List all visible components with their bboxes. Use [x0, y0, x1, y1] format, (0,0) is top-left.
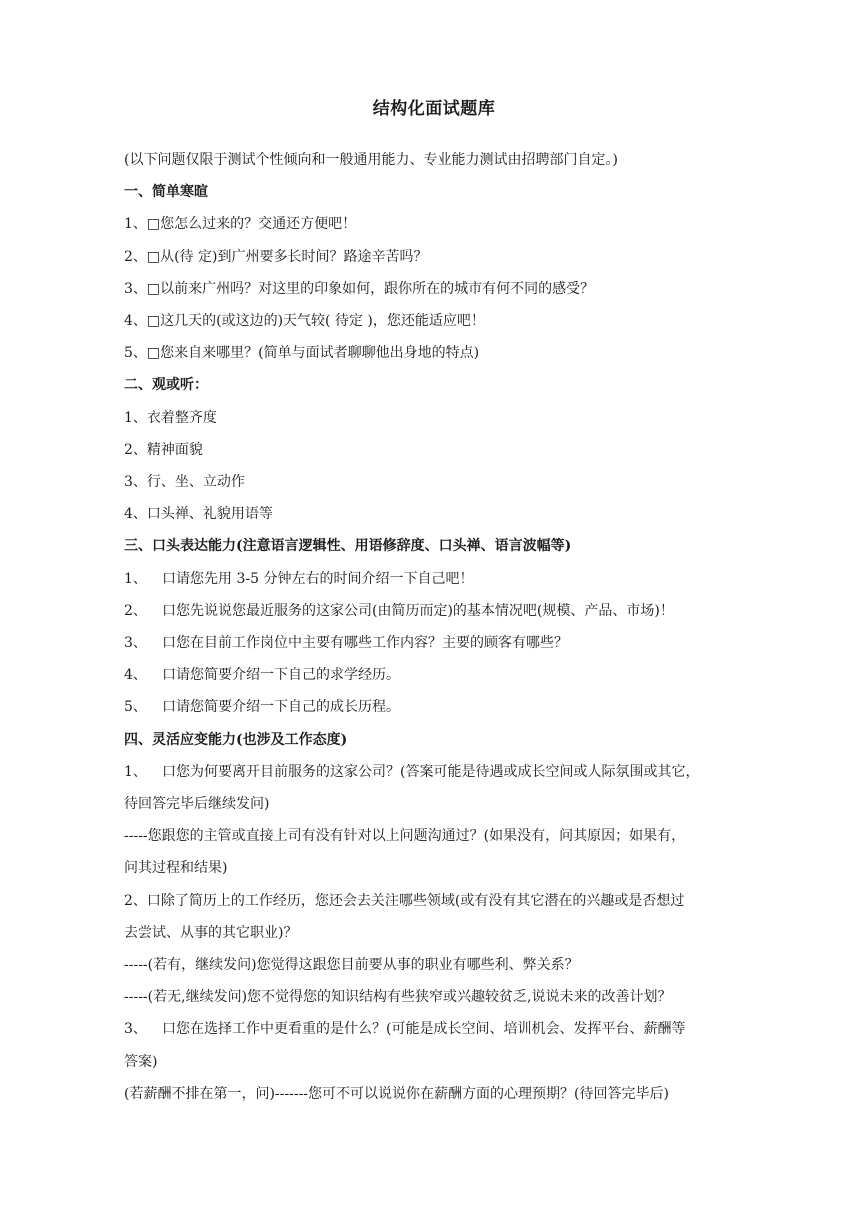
section-heading	[124, 375, 764, 395]
text-line	[124, 408, 764, 428]
text-line	[124, 665, 764, 685]
line-text: 2、口除了简历上的工作经历，您还会去关注哪些领域(或有没有其它潜在的兴趣或是否想过	[124, 892, 685, 909]
section-heading	[124, 536, 764, 556]
section-heading	[124, 730, 764, 750]
line-text: 二、观或听：	[124, 377, 208, 394]
text-line	[124, 1019, 764, 1039]
text-line	[124, 601, 764, 621]
line-text: 2、精神面貌	[124, 441, 203, 458]
item-number: 1、	[124, 570, 147, 587]
line-text: 三、口头表达能力(注意语言逻辑性、用语修辞度、口头禅、语言波幅等)	[124, 538, 572, 555]
text-line	[124, 440, 764, 460]
item-number: 1、	[124, 763, 147, 780]
text-line	[124, 504, 764, 524]
page-title: 结构化面试题库	[372, 99, 496, 119]
line-text: 口请您先用 3-5 分钟左右的时间介绍一下自己吧！	[162, 570, 474, 587]
line-text: (若薪酬不排在第一，问)-------您可不可以说说你在薪酬方面的心理预期？(待回答完毕后)	[124, 1085, 669, 1102]
text-line	[124, 343, 764, 363]
line-text: 待回答完毕后继续发问)	[124, 796, 270, 812]
section-heading	[124, 182, 764, 202]
line-text: -----您跟您的主管或直接上司有没有针对以上问题沟通过？(如果没有，问其原因；如果有，	[124, 828, 686, 845]
line-text: 口您先说说您最近服务的这家公司(由简历而定)的基本情况吧(规模、产品、市场)！	[162, 602, 674, 619]
text-line	[124, 311, 764, 331]
text-line	[124, 826, 764, 846]
line-text: (以下问题仅限于测试个性倾向和一般通用能力、专业能力测试由招聘部门自定。)	[124, 152, 618, 168]
line-text: 答案)	[124, 1053, 158, 1070]
text-line	[124, 923, 764, 943]
line-text: 去尝试、从事的其它职业)？	[124, 924, 298, 941]
line-text: 1、衣着整齐度	[124, 409, 217, 426]
line-text: 2、□从(待 定)到广州要多长时间？路途辛苦吗？	[124, 248, 428, 265]
text-line	[124, 150, 764, 170]
text-line	[124, 858, 764, 878]
line-text: 5、□您来自来哪里？(简单与面试者聊聊他出身地的特点)	[124, 345, 480, 362]
line-text: 问其过程和结果)	[124, 860, 228, 877]
item-number: 3、	[124, 1021, 147, 1038]
line-text: 口请您简要介绍一下自己的求学经历。	[162, 667, 400, 684]
line-text: 3、□以前来广州吗？对这里的印象如何，跟你所在的城市有何不同的感受？	[124, 280, 595, 297]
item-number: 5、	[124, 699, 147, 716]
line-text: 口请您简要介绍一下自己的成长历程。	[162, 699, 400, 716]
text-line	[124, 247, 764, 267]
item-number: 2、	[124, 602, 147, 619]
text-line	[124, 987, 764, 1007]
text-line	[124, 279, 764, 299]
text-line	[124, 1084, 764, 1104]
text-line	[124, 762, 764, 782]
line-text: 3、行、坐、立动作	[124, 474, 245, 490]
line-text: 四、灵活应变能力(也涉及工作态度)	[124, 731, 348, 748]
text-line	[124, 697, 764, 717]
item-number: 3、	[124, 635, 147, 651]
text-line	[124, 214, 764, 234]
text-line	[124, 955, 764, 975]
text-line	[124, 633, 764, 653]
text-line	[124, 794, 764, 814]
line-text: 4、□这几天的(或这边的)天气较( 待定 )，您还能适应吧！	[124, 313, 485, 329]
line-text: 4、口头禅、礼貌用语等	[124, 506, 273, 523]
line-text: -----(若有，继续发问)您觉得这跟您目前要从事的职业有哪些利、弊关系？	[124, 957, 579, 973]
text-line	[124, 472, 764, 492]
line-text: -----(若无,继续发问)您不觉得您的知识结构有些狭窄或兴趣较贫乏,说说未来的改善计划？	[124, 989, 672, 1006]
text-line	[124, 891, 764, 911]
line-text: 口您在目前工作岗位中主要有哪些工作内容？主要的顾客有哪些？	[162, 635, 568, 651]
text-line	[124, 1052, 764, 1072]
item-number: 4、	[124, 667, 147, 684]
line-text: 口您在选择工作中更看重的是什么？(可能是成长空间、培训机会、发挥平台、薪酬等	[162, 1021, 686, 1038]
line-text: 1、□您怎么过来的？交通还方便吧！	[124, 216, 357, 233]
line-text: 一、简单寒暄	[124, 184, 208, 201]
line-text: 口您为何要离开目前服务的这家公司？(答案可能是待遇或成长空间或人际氛围或其它，	[162, 763, 700, 780]
text-line	[124, 569, 764, 589]
